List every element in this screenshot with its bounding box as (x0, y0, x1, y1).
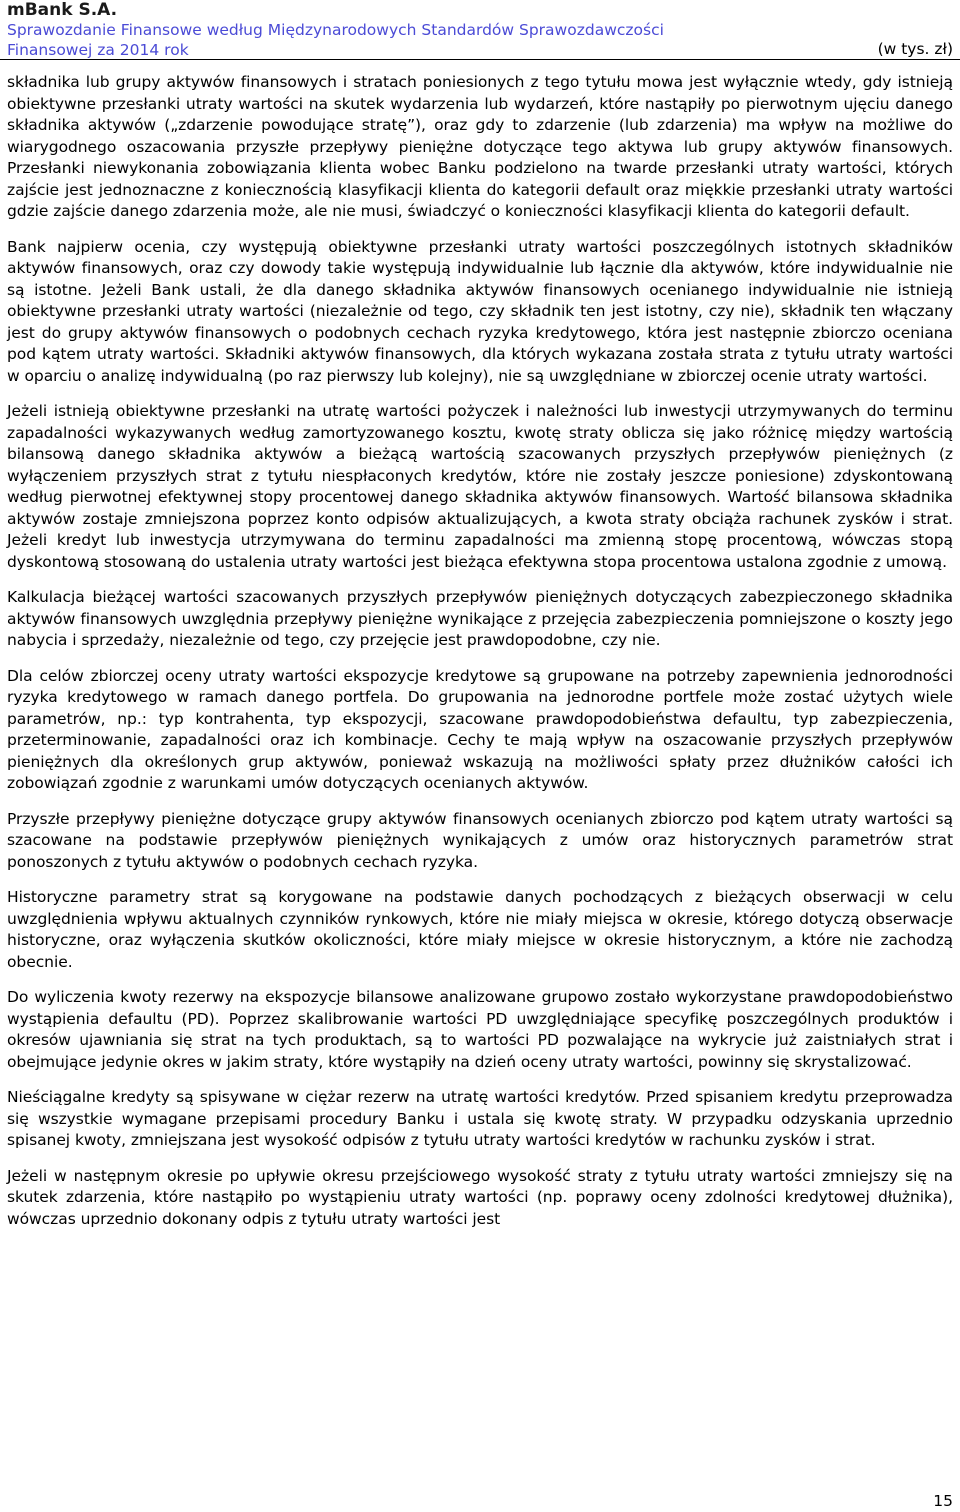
company-name: mBank S.A. (7, 0, 118, 20)
paragraph: Bank najpierw ocenia, czy występują obiektywne przesłanki utraty wartości poszczególnych istotnych składników aktywów finansowych, oraz czy dowody takie występują indywidualnie lub łącznie dla aktywów, które indywidualnie nie są istotne. Jeżeli Bank ustali, że dla danego składnika aktywów finansowych ocenianego indywidualnie nie istnieją obiektywne przesłanki utraty wartości (niezależnie od tego, czy składnik ten jest istotny, czy nie), składnik ten włączany jest do grupy aktywów finansowych o podobnych cechach ryzyka kredytowego, która jest następnie zbiorczo oceniana pod kątem utraty wartości. Składniki aktywów finansowych, dla których wykazana została strata z tytułu utraty wartości w oparciu o analizę indywidualną (po raz pierwszy lub kolejny), nie są uwzględniane w zbiorczej ocenie utraty wartości. (7, 237, 953, 385)
paragraph: składnika lub grupy aktywów finansowych i stratach poniesionych z tego tytułu mowa jest wyłącznie wtedy, gdy istnieją obiektywne przesłanki utraty wartości na skutek wydarzenia lub wydarzeń, które nastąpiły po pierwotnym ujęciu danego składnika aktywów („zdarzenie powodujące stratę”), oraz gdy to zdarzenie (lub zdarzenia) ma wpływ na możliwe do wiarygodnego oszacowania przyszłe przepływy pieniężne dotyczące tego aktywa lub grupy aktywów finansowych. Przesłanki niewykonania zobowiązania klienta wobec Banku podzielono na twarde przesłanki utraty wartości, których zajście jest jednoznaczne z koniecznością klasyfikacji klienta do kategorii default oraz miękkie przesłanki utraty wartości gdzie zajście danego zdarzenia może, ale nie musi, świadczyć o konieczności klasyfikacji klienta do kategorii default. (7, 73, 953, 220)
header-divider (0, 59, 960, 60)
paragraph: Kalkulacja bieżącej wartości szacowanych przyszłych przepływów pieniężnych dotyczących zabezpieczonego składnika aktywów finansowych uwzględnia przepływy pieniężne wynikające z przejęcia zabezpieczenia pomniejszone o koszty jego nabycia i sprzedaży, niezależnie od tego, czy przejęcie jest prawdopodobne, czy nie. (7, 588, 953, 649)
paragraph: Jeżeli w następnym okresie po upływie okresu przejściowego wysokość straty z tytułu utraty wartości zmniejszy się na skutek zdarzenia, które nastąpiło po wystąpieniu utraty wartości (np. poprawy oceny zdolności kredytowej dłużnika), wówczas uprzednio dokonany odpis z tytułu utraty wartości jest (7, 1166, 953, 1228)
paragraph: Historyczne parametry strat są korygowane na podstawie danych pochodzących z bieżących obserwacji w celu uwzględnienia wpływu aktualnych czynników rynkowych, które nie miały miejsca w okresie, którego dotyczą obserwacje historyczne, oraz wyłączenia skutków okoliczności, które miały miejsce w okresie historycznym, a które nie zachodzą obecnie. (7, 888, 953, 971)
page-number: 15 (933, 1492, 953, 1510)
report-title-line2: Finansowej za 2014 rok (7, 41, 189, 59)
body-text (7, 72, 953, 1244)
report-title-line1: Sprawozdanie Finansowe według Międzynarodowych Standardów Sprawozdawczości (7, 21, 664, 39)
page-header (7, 0, 953, 60)
header-row (7, 40, 953, 60)
currency-unit: (w tys. zł) (877, 40, 953, 58)
paragraph: Do wyliczenia kwoty rezerwy na ekspozycje bilansowe analizowane grupowo zostało wykorzystane prawdopodobieństwo wystąpienia defaultu (PD). Poprzez skalibrowanie wartości PD uwzględniające specyfikę poszczególnych produktów i okresów ujawniania się strat na tych produktach, są to wartości PD pozwalające na wykrycie już zaistniałych strat i obejmujące jedynie okres w jakim straty, które wystąpiły na dzień oceny utraty wartości, powinny się skrystalizować. (7, 988, 953, 1071)
paragraph: Dla celów zbiorczej oceny utraty wartości ekspozycje kredytowe są grupowane na potrzeby zapewnienia jednorodności ryzyka kredytowego w ramach danego portfela. Do grupowania na jednorodne portfele może zostać użytych wiele parametrów, np.: typ kontrahenta, typ ekspozycji, szacowane prawdopodobieństwa defaultu, typ zabezpieczenia, przeterminowanie, zapadalności oraz ich kombinacje. Cechy te mają wpływ na oszacowanie przyszłych przepływów pieniężnych dla określonych grup aktywów, ponieważ wskazują na możliwości spłaty przez dłużników całości ich zobowiązań zgodnie z warunkami umów dotyczących ocenianych aktywów. (7, 666, 953, 792)
paragraph: Jeżeli istnieją obiektywne przesłanki na utratę wartości pożyczek i należności lub inwestycji utrzymywanych do terminu zapadalności wykazywanych według zamortyzowanego kosztu, kwotę straty oblicza się jako różnicę między wartością bilansową danego składnika aktywów a bieżącą wartością szacowanych przyszłych przepływów pieniężnych (z wyłączeniem przyszłych strat z tytułu niespłaconych kredytów, które nie zostały jeszcze poniesione) zdyskontowaną według pierwotnej efektywnej stopy procentowej danego składnika aktywów finansowych. Wartość bilansowa składnika aktywów zostaje zmniejszona poprzez konto odpisów aktualizujących, a kwota straty obciąża rachunek zysków i strat. Jeżeli kredyt lub inwestycja utrzymywana do terminu zapadalności ma zmienną stopę procentową, wówczas stopą dyskontową stosowaną do ustalenia utraty wartości jest bieżąca efektywna stopa procentowa ustalona zgodnie z umową. (7, 402, 953, 571)
paragraph: Nieściągalne kredyty są spisywane w ciężar rezerw na utratę wartości kredytów. Przed spisaniem kredytu przeprowadza się wszystkie wymagane przepisami procedury Banku i ustala się kwotę straty. W przypadku odzyskania uprzednio spisanej kwoty, zmniejszana jest wysokość odpisów z tytułu utraty wartości kredytów w rachunku zysków i strat. (7, 1088, 953, 1149)
paragraph: Przyszłe przepływy pieniężne dotyczące grupy aktywów finansowych ocenianych zbiorczo pod kątem utraty wartości są szacowane na podstawie przepływów pieniężnych wynikających z umów oraz historycznych parametrów strat ponoszonych z tytułu aktywów o podobnych cechach ryzyka. (7, 809, 953, 871)
